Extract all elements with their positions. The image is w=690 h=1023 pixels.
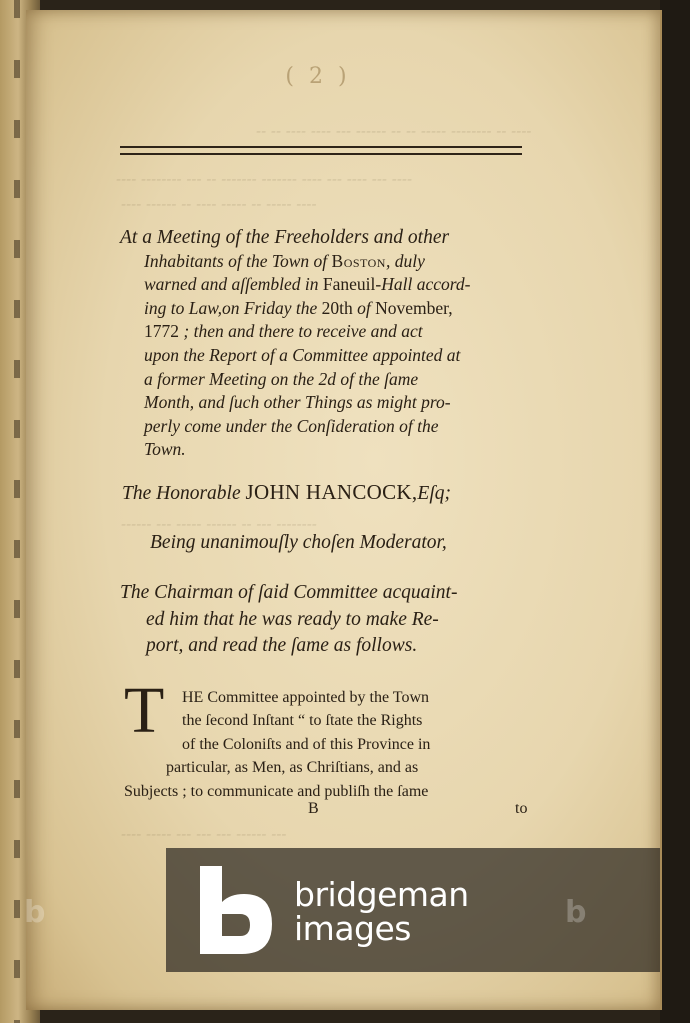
moderator-suffix: Eſq; <box>417 483 451 504</box>
chosen-line: Being unanimouſly choſen Moderator, <box>150 532 447 553</box>
binding-thread <box>14 0 20 1023</box>
signature-mark: B <box>308 800 319 817</box>
bleed-through-text: ---- -------- --- -- ------- ------- ---- --- ---- --- ---- <box>116 170 413 188</box>
moderator-prefix: The Honorable <box>122 483 246 504</box>
heading-line: a former Meeting on the 2d of the ſame <box>144 368 419 389</box>
faint-watermark-icon: b <box>24 895 46 930</box>
page-number: ( 2 ) <box>285 64 351 89</box>
heading-line: ing to Law,on Friday the 20th of November, <box>144 297 453 318</box>
heading-line: perly come under the Conſideration of the <box>144 415 439 436</box>
report-paragraph <box>124 686 540 803</box>
moderator-line <box>122 480 542 505</box>
catchword: to <box>515 800 528 817</box>
chairman-line: ed him that he was ready to make Re- <box>146 608 439 630</box>
heading-line: upon the Report of a Committee appointed at <box>144 344 461 365</box>
heading-line: warned and aſſembled in Faneuil-Hall accord- <box>144 274 471 295</box>
bleed-through-text: ---- ----- --- --- --- ------ --- <box>121 825 287 843</box>
heading-line: 1772 ; then and there to receive and act <box>144 321 423 342</box>
double-rule <box>120 153 522 155</box>
moderator-name: JOHN HANCOCK, <box>245 480 418 504</box>
background-edge <box>660 0 690 1023</box>
body-line: Subjects ; to communicate and publiſh the ſame <box>124 782 429 800</box>
double-rule <box>120 146 522 148</box>
body-line: of the Coloniſts and of this Province in <box>182 735 431 753</box>
faint-watermark-icon: b <box>565 895 587 930</box>
watermark-line: bridgeman <box>294 875 469 914</box>
body-line: the ſecond Inſtant “ to ſtate the Rights <box>182 712 423 730</box>
heading-line: Town. <box>144 439 186 460</box>
chairman-paragraph <box>120 580 534 660</box>
chairman-line: port, and read the ſame as follows. <box>146 635 418 656</box>
heading-line: Month, and ſuch other Things as might pro- <box>144 392 451 413</box>
chairman-line: The Chairman of ſaid Committee acquaint- <box>120 582 458 603</box>
body-line: particular, as Men, as Chriſtians, and as <box>166 759 419 777</box>
heading-line: At a Meeting of the Freeholders and other <box>120 227 450 248</box>
bleed-through-text: ------ --- ----- ------ -- --- -------- <box>121 515 317 533</box>
bleed-through-text: ---- ------ -- ---- ----- -- ----- ---- <box>121 195 317 213</box>
body-line: HE Committee appointed by the Town <box>182 689 429 706</box>
watermark-text <box>294 875 469 948</box>
watermark-line: images <box>294 909 411 948</box>
drop-cap: T <box>124 674 165 747</box>
meeting-heading <box>120 226 530 462</box>
town-name: Boston <box>331 250 386 271</box>
bleed-through-text: -- -- ---- ---- --- ------ -- -- ----- -------- -- ---- <box>256 122 532 140</box>
bridgeman-logo-icon <box>196 860 276 960</box>
heading-line: Inhabitants of the Town of Boston, duly <box>144 250 425 271</box>
